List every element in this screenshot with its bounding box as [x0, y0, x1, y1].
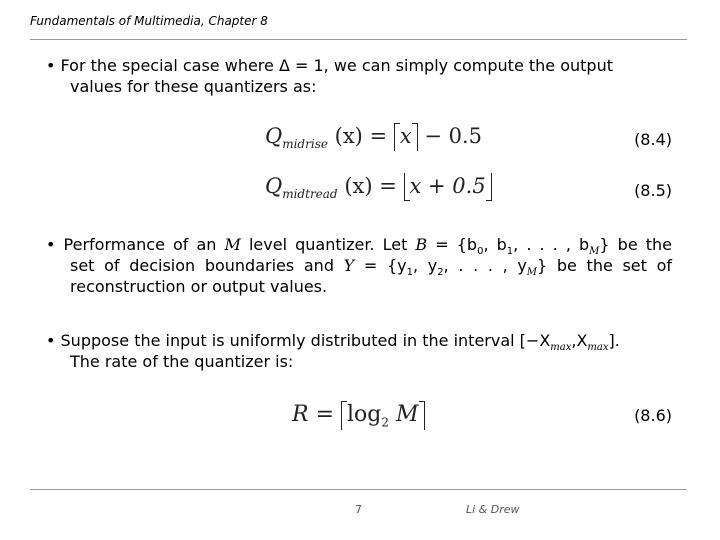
equation-number: (8.6) — [634, 406, 672, 425]
equation-variable: M — [396, 402, 419, 427]
equation-midtread — [265, 174, 492, 202]
equation-number: (8.4) — [634, 130, 672, 149]
equation-symbol: R — [292, 402, 309, 427]
bullet-text-line: values for these quantizers as: — [70, 77, 317, 96]
bullet-performance — [46, 234, 672, 297]
equation-subscript: midtread — [282, 187, 338, 202]
equation-tail: − 0.5 — [424, 124, 483, 148]
slide-header-title: Fundamentals of Multimedia, Chapter 8 — [30, 14, 268, 28]
bullet-text-line: set of decision boundaries and $Y = \{y_1$, $y_2$, . . . , $y_M$} be the set of — [70, 256, 672, 279]
ceiling-brackets — [394, 124, 418, 148]
bullet-special-case — [46, 55, 672, 97]
bullet-text-line: The rate of the quantizer is: — [70, 352, 294, 371]
bullet-text-line: • For the special case where Δ = 1, we can simply compute the output — [46, 56, 613, 75]
bullet-text-line: • Performance of an M level quantizer. Let $B = \{b_0$, $b_1$, . . . , $b_M$} be the — [46, 235, 673, 258]
bullet-text-line: reconstruction or output values. — [70, 277, 328, 296]
equation-symbol: Q — [265, 174, 283, 198]
footer-author: Li & Drew — [466, 503, 520, 516]
equation-symbol: Q — [265, 124, 283, 148]
bullet-uniform-input — [46, 330, 672, 372]
equation-number: (8.5) — [634, 181, 672, 200]
floor-brackets — [404, 174, 492, 198]
bullet-text-line: • Suppose the input is uniformly distributed in the interval $[-X_{max},X_{max}]$. — [46, 331, 620, 354]
equation-inner: x + 0.5 — [409, 174, 486, 198]
equation-argument: (x) = — [334, 124, 388, 148]
ceiling-brackets — [341, 402, 425, 430]
equation-inner: log — [347, 402, 382, 427]
equation-midrise — [265, 124, 483, 152]
equation-subscript: 2 — [381, 415, 390, 430]
header-divider — [30, 39, 687, 40]
footer-divider — [30, 489, 687, 490]
equation-argument: (x) = — [344, 174, 397, 198]
equation-inner: x — [399, 124, 412, 148]
equation-equals: = — [315, 402, 335, 427]
equation-subscript: midrise — [282, 137, 328, 152]
equation-rate — [292, 402, 425, 430]
page-number: 7 — [355, 503, 362, 516]
